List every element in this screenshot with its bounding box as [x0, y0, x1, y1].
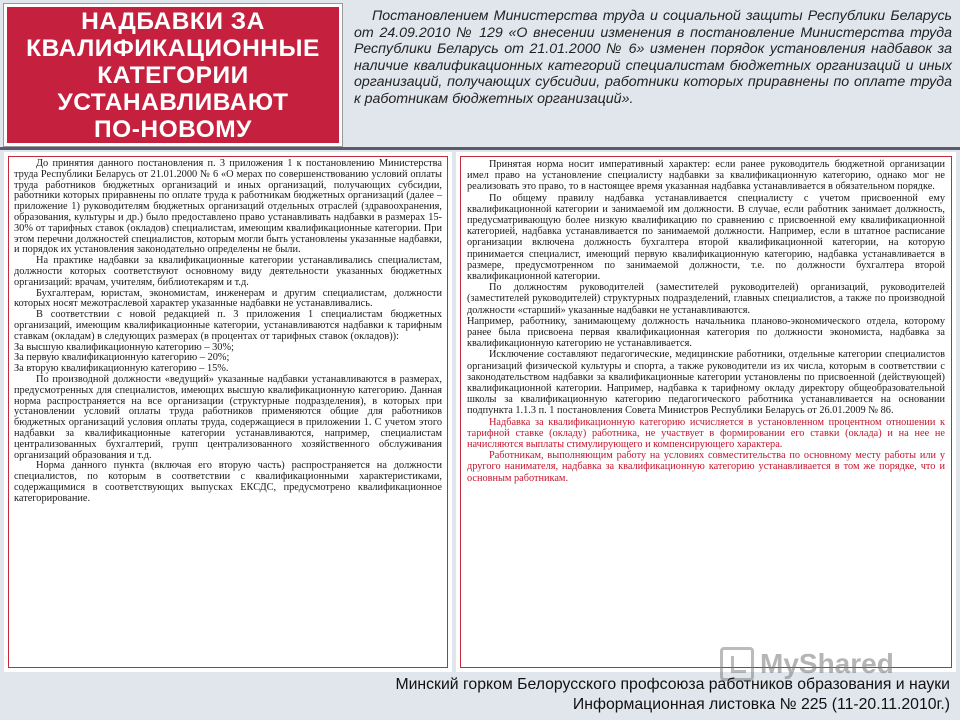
left-column-panel: [4, 152, 452, 672]
left-paragraph: До принятия данного постановления п. 3 приложения 1 к постановлению Министерства труда Республики Беларусь от 21.01.2000 № 6 «О мерах по совершенствованию условий оплаты труда работников бюджетных организаций и иных организаций, получающих субсидии, работники которых приравнены по оплате труда к работникам бюджетных организаций (далее – приложение 1) руководителям бюджетных организаций отдельных отраслей (здравоохранения, образования, культуры и др.) было предоставлено право устанавливать надбавки в размерах 15-30% от тарифных ставок (окладов) специалистам, имеющим квалификационные категории. При этом перечни должностей специалистов, которым могли быть установлены указанные надбавки, и порядок их установления законодательно определены не были.: [14, 158, 442, 256]
watermark-text: MyShared: [760, 648, 894, 679]
right-column-frame: [460, 156, 952, 668]
footer-organization: Минский горком Белорусского профсоюза работников образования и науки: [395, 676, 950, 693]
page-title: НАДБАВКИ ЗА КВАЛИФИКАЦИОННЫЕ КАТЕГОРИИ УСТАНАВЛИВАЮТ ПО-НОВОМУ: [26, 7, 320, 143]
rate-line-first: За первую квалификационную категорию – 20%;: [14, 352, 230, 364]
left-paragraph: Бухгалтерам, юристам, экономистам, инженерам и другим специалистам, должности которых носят межотраслевой характер указанные надбавки не устанавливались.: [14, 287, 442, 310]
right-paragraph: По должностям руководителей (заместителей руководителей) организаций, руководителей (заместителей руководителей) структурных подразделений, главных специалистов, а также по производной должности «старший» указанные надбавки не устанавливаются.: [467, 282, 945, 316]
rate-line-highest: За высшую квалификационную категорию – 30%;: [14, 341, 234, 353]
divider: [0, 147, 960, 150]
left-paragraph: В соответствии с новой редакцией п. 3 приложения 1 специалистам бюджетных организаций, имеющим квалификационные категории, устанавливаются надбавки к тарифным ставкам (окладам) в следующих размерах (в процентах от тарифных ставок (окладов)):: [14, 309, 442, 342]
intro-paragraph: Постановлением Министерства труда и социальной защиты Республики Беларусь от 24.09.2010 № 129 «О внесении изменения в постановление Министерства труда Республики Беларусь от 21.01.2000 № 6» изменен порядок установления надбавок за наличие квалификационных категорий специалистам бюджетных организаций и иных организаций, получающих субсидии, работники которых приравнены по оплате труда к работникам бюджетных организаций».: [354, 8, 952, 107]
left-paragraph: Норма данного пункта (включая его вторую часть) распространяется на должности специалистов, по которым в соответствии с квалификационными характеристиками, содержащимися в соответствующих выпусках ЕКСДС, предусмотрено квалификационное категорирование.: [14, 460, 442, 504]
left-paragraph: На практике надбавки за квалификационные категории устанавливались специалистам, должности которых соответствуют основному виду деятельности указанных бюджетных организаций: врачам, учителям, библиотекарям и т.д.: [14, 255, 442, 288]
right-paragraph-highlight: Работникам, выполняющим работу на условиях совместительства по основному месту работы или у другого нанимателя, надбавка за квалификационную категорию устанавливается в том же порядке, что и основным работникам.: [467, 450, 945, 484]
rate-line-second: За вторую квалификационную категорию – 15%.: [14, 363, 229, 375]
title-banner: [4, 4, 342, 146]
right-paragraph-highlight: Надбавка за квалификационную категорию исчисляется в установленном процентном отношении к тарифной ставке (окладу) работника, не участвует в формировании его ставки (оклада) и на нее не начисляются выплаты стимулирующего и компенсирующего характера.: [467, 416, 945, 451]
right-paragraph: Например, работнику, занимающему должность начальника планово-экономического отдела, которому ранее была присвоена первая квалификационная категория по должности экономиста, надбавка за квалификационную категорию не устанавливается.: [467, 315, 945, 350]
right-paragraph: Принятая норма носит императивный характер: если ранее руководитель бюджетной организации имел право на установление специалисту надбавки за квалификационную категорию, однако мог не реализовать это право, то в настоящее время указанная надбавка устанавливается в обязательном порядке.: [467, 159, 945, 193]
footer: [395, 675, 950, 715]
right-column-panel: [456, 152, 956, 672]
left-column-frame: [8, 156, 448, 668]
right-paragraph: Исключение составляют педагогические, медицинские работники, отдельные категории специалистов организаций физической культуры и спорта, а также руководители из их числа, которым в соответствии с законодательством надбавки за квалификационные категории установлены по присвоенной (действующей) квалификационной категории. Например, надбавка к тарифному окладу директору общеобразовательной школы за квалификационную категорию педагогического работника устанавливается на основании подпункта 1.1.3 п. 1 постановления Совета Министров Республики Беларусь от 26.01.2009 № 86.: [467, 349, 945, 417]
footer-issue: Информационная листовка № 225 (11-20.11.2010г.): [572, 696, 950, 713]
left-paragraph: По производной должности «ведущий» указанные надбавки устанавливаются в размерах, предусмотренных для специалистов, имеющих высшую квалификационную категорию. Данная норма распространяется на все организации (структурные подразделения), в которых при установлении условий оплаты труда работников применяются общие для работников бюджетных организаций условия оплаты труда, содержащиеся в приложении 1. С учетом этого надбавки за квалификационные категории устанавливаются, например, специалистам централизованных бухгалтерий, групп централизованного хозяйственного обслуживания организаций образования и т.д.: [14, 373, 442, 461]
right-paragraph: По общему правилу надбавка устанавливается специалисту с учетом присвоенной ему квалификационной категории и занимаемой им должности. В случае, если работник занимает должность, предусматривающую более низкую квалификацию по сравнению с присвоенной ему квалификационной категорией, надбавка устанавливается по занимаемой должности. Например, если в штатное расписание организации включена должность бухгалтера второй квалификационной категории, на которую принимается специалист, имеющий первую квалификационную категорию, надбавка устанавливается в размере, предусмотренном по занимаемой должности, т.е. по должности бухгалтера второй квалификационной категории.: [467, 192, 945, 283]
